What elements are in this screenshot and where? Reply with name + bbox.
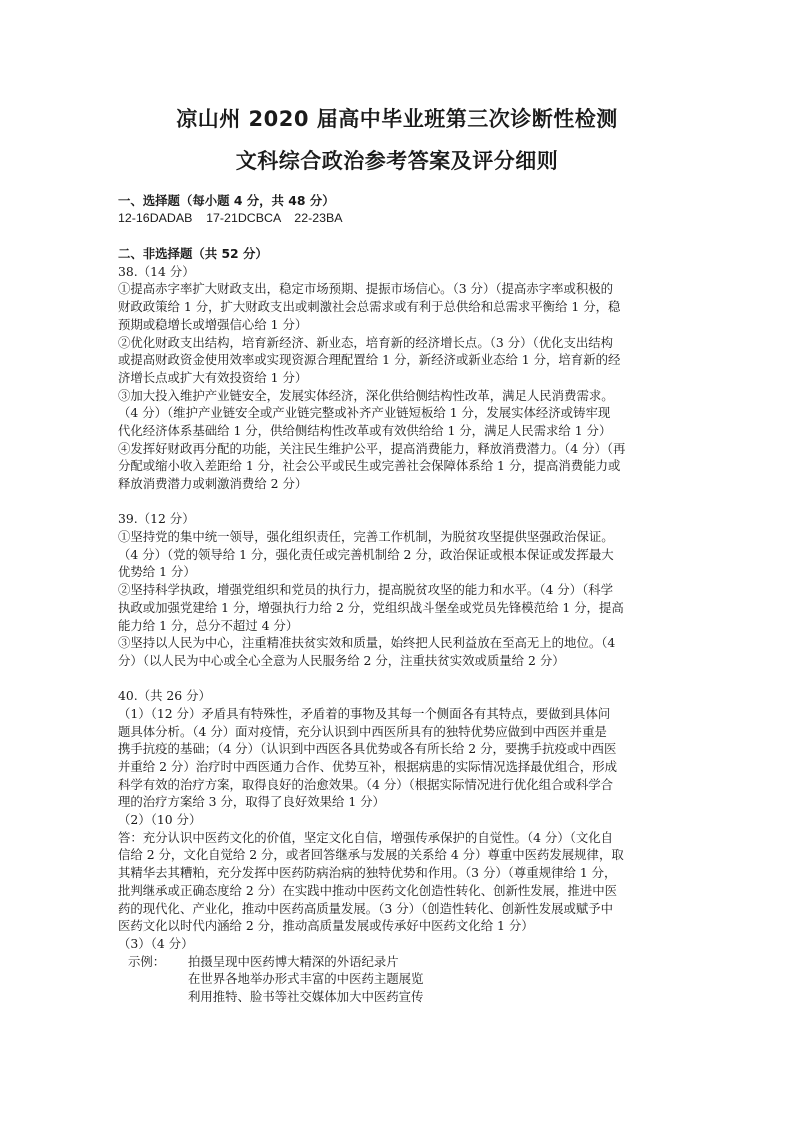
question-38 xyxy=(118,263,678,493)
question-39 xyxy=(118,510,678,669)
example-label: 示例： xyxy=(128,953,166,969)
q38-line: ④发挥好财政再分配的功能，关注民生维护公平，提高消费能力，释放消费潜力。（4 分）（再 xyxy=(118,440,626,456)
q40-line: 批判继承或正确态度给 2 分）在实践中推动中医药文化创造性转化、创新性发展，推进中医 xyxy=(118,882,617,898)
q38-line: 财政政策给 1 分，扩大财政支出或刺激社会总需求或有利于总供给和总需求平衡给 1 分，稳 xyxy=(118,299,621,315)
q39-line: ③坚持以人民为中心，注重精准扶贫实效和质量，始终把人民利益放在至高无上的地位。（4 xyxy=(118,635,616,651)
q38-line: ①提高赤字率扩大财政支出，稳定市场预期、提振市场信心。（3 分）（提高赤字率或积极的 xyxy=(118,281,614,297)
q39-line: 执政或加强党建给 1 分，增强执行力给 2 分，党组织战斗堡垒或党员先锋模范给 1 分，提高 xyxy=(118,599,624,615)
q40-line: 携手抗疫的基础；（4 分）（认识到中西医各具优势或各有所长给 2 分，要携手抗疫或中西医 xyxy=(118,741,617,757)
q38-line: 代化经济体系基础给 1 分，供给侧结构性改革或有效供给给 1 分，满足人民需求给 1 分） xyxy=(118,422,612,438)
q38-line: 或提高财政资金使用效率或实现资源合理配置给 1 分，新经济或新业态给 1 分，培育新的经 xyxy=(118,352,621,368)
q38-line: ②优化财政支出结构，培育新经济、新业态，培育新的经济增长点。（3 分）（优化支出结构 xyxy=(118,334,614,350)
q40-line: 信给 2 分，文化自觉给 2 分，或者回答继承与发展的关系给 4 分）尊重中医药发展规律，取 xyxy=(118,847,624,863)
document-body xyxy=(118,192,678,1006)
q38-line: 38.（14 分） xyxy=(118,263,195,279)
q40-line: 药的现代化、产业化，推动中医药高质量发展。（3 分）（创造性转化、创新性发展或赋予中 xyxy=(118,900,614,916)
q38-line: 济增长点或扩大有效投资给 1 分） xyxy=(118,369,308,385)
q40-line: （2）（10 分） xyxy=(118,812,202,828)
question-40 xyxy=(118,687,678,952)
document-subtitle: 文科综合政治参考答案及评分细则 xyxy=(235,149,559,173)
q39-line: 分）（以人民为中心或全心全意为人民服务给 2 分，注重扶贫实效或质量给 2 分） xyxy=(118,652,565,668)
q40-line: 40.（共 26 分） xyxy=(118,688,211,704)
q38-line: ③加大投入维护产业链安全，发展实体经济，深化供给侧结构性改革，满足人民消费需求。 xyxy=(118,387,614,403)
q40-line: 答：充分认识中医药文化的价值，坚定文化自信，增强传承保护的自觉性。（4 分）（文化自 xyxy=(118,829,614,845)
q38-line: 释放消费潜力或刺激消费给 2 分） xyxy=(118,476,308,491)
example-item: 拍摄呈现中医药博大精深的外语纪录片 xyxy=(188,953,399,969)
q40-line: 题具体分析。（4 分）面对疫情，充分认识到中西医所具有的独特优势应做到中西医并重是 xyxy=(118,723,607,739)
section2-heading: 二、非选择题（共 52 分） xyxy=(118,246,268,262)
document-title: 凉山州 2020 届高中毕业班第三次诊断性检测 xyxy=(176,107,618,131)
example-block xyxy=(118,953,678,1006)
q40-line: （3）（4 分） xyxy=(118,935,194,951)
q38-line: 分配或缩小收入差距给 1 分，社会公平或民生或完善社会保障体系给 1 分，提高消费能力或 xyxy=(118,458,621,474)
q39-line: ①坚持党的集中统一领导，强化组织责任，完善工作机制，为脱贫攻坚提供坚强政治保证。 xyxy=(118,529,614,545)
q39-line: 优势给 1 分） xyxy=(118,564,196,580)
q40-line: 医药文化以时代内涵给 2 分，推动高质量发展或传承好中医药文化给 1 分） xyxy=(118,918,534,934)
q39-line: 能力给 1 分，总分不超过 4 分） xyxy=(118,617,299,633)
q40-line: （1）（12 分）矛盾具有特殊性，矛盾着的事物及其每一个侧面各有其特点，要做到具体问 xyxy=(118,705,611,721)
q40-line: 科学有效的治疗方案，取得良好的治愈效果。（4 分）（根据实际情况进行优化组合或科学合 xyxy=(118,776,614,792)
q39-line: 39.（12 分） xyxy=(118,511,195,527)
q38-line: （4 分）（维护产业链安全或产业链完整或补齐产业链短板给 1 分，发展实体经济或铸牢现 xyxy=(118,405,611,421)
example-item: 在世界各地举办形式丰富的中医药主题展览 xyxy=(188,971,424,987)
section1-heading: 一、选择题（每小题 4 分，共 48 分） xyxy=(118,193,335,208)
example-item: 利用推特、脸书等社交媒体加大中医药宣传 xyxy=(188,988,424,1004)
q40-line: 并重给 2 分）治疗时中西医通力合作、优势互补，根据病患的实际情况选择最优组合，形成 xyxy=(118,759,617,774)
q38-line: 预期或稳增长或增强信心给 1 分） xyxy=(118,316,308,332)
q40-line: 其精华去其糟粕，充分发挥中医药防病治病的独特优势和作用。（3 分）（尊重规律给 1 分， xyxy=(118,865,617,881)
q39-line: ②坚持科学执政，增强党组织和党员的执行力，提高脱贫攻坚的能力和水平。（4 分）（科学 xyxy=(118,582,614,598)
q40-line: 理的治疗方案给 3 分，取得了良好效果给 1 分） xyxy=(118,794,385,810)
q39-line: （4 分）（党的领导给 1 分，强化责任或完善机制给 2 分，政治保证或根本保证或发挥最大 xyxy=(118,546,614,562)
multiple-choice-answers: 12-16DADAB 17-21DCBCA 22-23BA xyxy=(118,210,343,225)
